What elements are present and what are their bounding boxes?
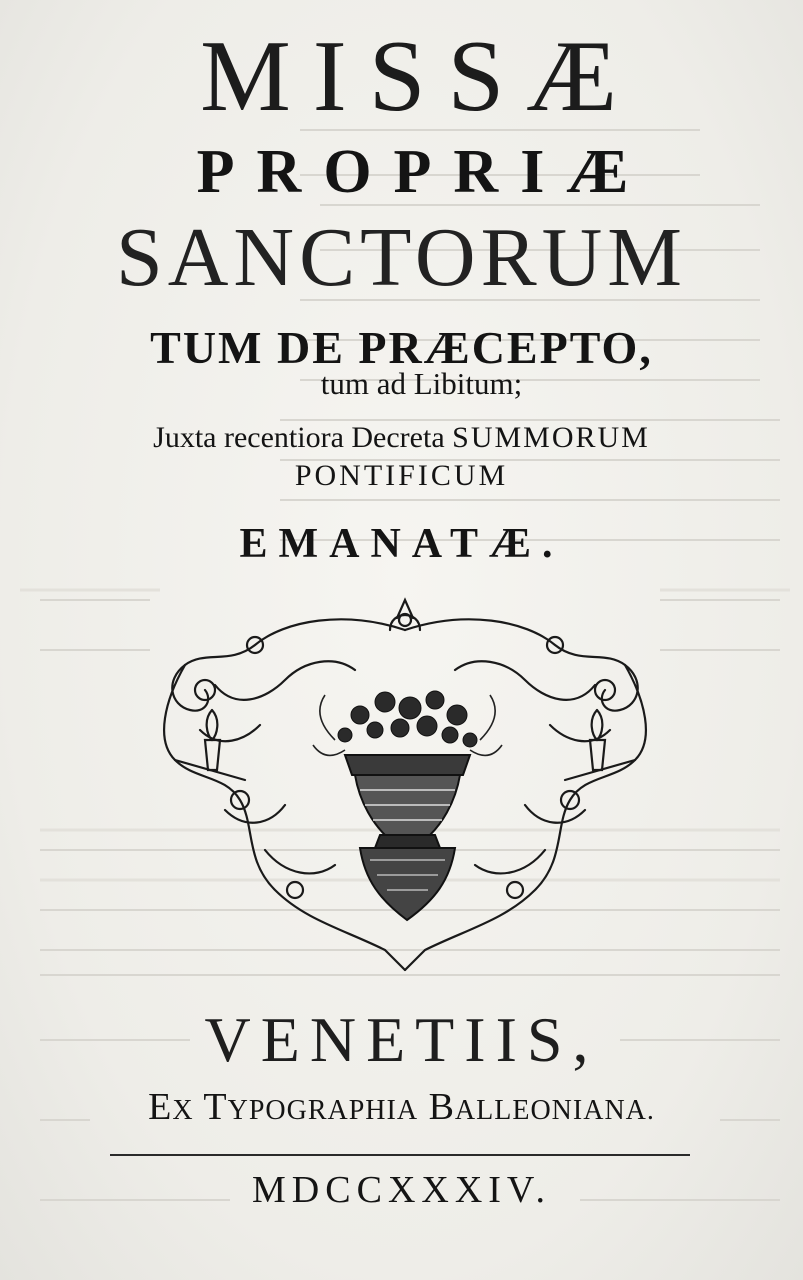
decree-summorum: SUMMORUM <box>452 421 650 454</box>
decree-pontificum: PONTIFICUM <box>294 459 509 492</box>
title-missae: MISSÆ <box>200 20 639 133</box>
imprint-city: VENETIIS, <box>204 1004 599 1075</box>
imprint-press <box>0 1085 803 1133</box>
press-ex-initial: E <box>148 1086 173 1128</box>
press-ba-initial: B <box>428 1086 455 1128</box>
baroque-vase-vignette-icon <box>145 590 665 980</box>
press-ba-rest: ALLEONIANA. <box>454 1095 655 1126</box>
press-ex-rest: X <box>172 1095 194 1126</box>
subtitle-ad-libitum: tum ad Libitum; <box>320 366 523 401</box>
press-ty-initial: T <box>203 1086 228 1128</box>
emanatae-line: EMANATÆ. <box>239 521 564 567</box>
imprint-divider <box>110 1154 690 1156</box>
decree-prefix: Juxta recentiora Decreta <box>153 421 445 454</box>
imprint-year: MDCCXXXIV. <box>252 1169 551 1211</box>
decree-line <box>0 420 803 456</box>
subtitle-de-praecepto: TUM DE PRÆCEPTO, <box>150 322 653 373</box>
press-ty-rest: YPOGRAPHIA <box>227 1095 419 1126</box>
title-sanctorum: SANCTORUM <box>116 211 687 304</box>
title-propriae: PROPRIÆ <box>196 138 651 206</box>
